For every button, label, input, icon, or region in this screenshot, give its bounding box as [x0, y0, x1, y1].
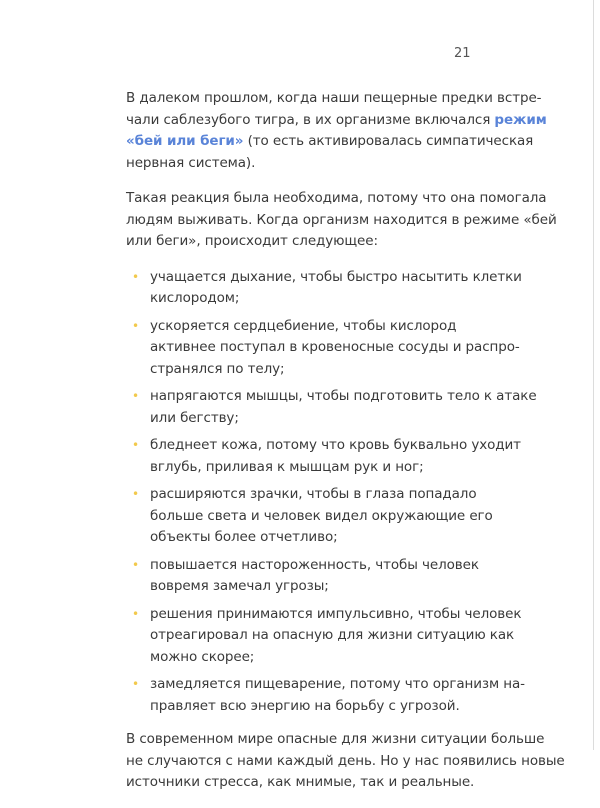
- list-item: • замедляется пищеварение, потому что организм на- правляет всю энергию на борьбу с угрозой.: [132, 676, 525, 714]
- page-content: [126, 88, 565, 808]
- bullet-icon: •: [132, 269, 139, 284]
- text-line: чали саблезубого тигра, в их организме включался режим: [126, 111, 547, 128]
- text-line: источники стресса, как мнимые, так и реальные.: [126, 774, 475, 790]
- paragraph-intro: [126, 88, 547, 174]
- text-line: не случаются с нами каждый день. Но у нас появились новые: [126, 752, 565, 769]
- text-line: «бей или беги» (то есть активировалась симпатическая: [126, 133, 534, 149]
- bullet-icon: •: [132, 677, 139, 691]
- bullet-icon: •: [132, 557, 139, 572]
- text-line: или беги», происходит следующее:: [126, 233, 378, 249]
- paragraph-modern: [126, 729, 565, 794]
- list-item: • повышается настороженность, чтобы человек вовремя замечал угрозы;: [132, 556, 479, 594]
- list-item: • учащается дыхание, чтобы быстро насытить клетки кислородом;: [132, 268, 522, 306]
- list-item: • решения принимаются импульсивно, чтобы человек отреагировал на опасную для жизни ситуацию как можно скорее;: [132, 605, 522, 665]
- paragraph-reaction: [126, 188, 557, 253]
- text-line: нервная система).: [126, 154, 256, 171]
- text-line: Такая реакция была необходима, потому что она помогала: [126, 190, 547, 206]
- page-edge: [593, 0, 594, 750]
- text-line: В далеком прошлом, когда наши пещерные предки встре-: [126, 90, 542, 106]
- text-line: людям выживать. Когда организм находится в режиме «бей: [126, 211, 557, 228]
- symptom-list: [126, 267, 537, 718]
- list-item: • напрягаются мышцы, чтобы подготовить тело к атаке или бегству;: [132, 388, 537, 426]
- bullet-icon: •: [132, 606, 139, 621]
- bullet-icon: •: [132, 487, 139, 501]
- bullet-icon: •: [132, 318, 139, 333]
- highlight-term: «бей или беги»: [126, 133, 244, 149]
- list-item: • ускоряется сердцебиение, чтобы кислород активнее поступал в кровеносные сосуды и распро- странялся по телу;: [132, 317, 520, 377]
- bullet-icon: •: [132, 438, 139, 452]
- list-item: • бледнеет кожа, потому что кровь буквально уходит вглубь, приливая к мышцам рук и ног;: [132, 437, 521, 475]
- bullet-icon: •: [132, 389, 139, 403]
- list-item: • расширяются зрачки, чтобы в глаза попадало больше света и человек видел окружающие его объекты более отчетливо;: [132, 486, 493, 545]
- page-number: 21: [454, 46, 471, 61]
- highlight-term: режим: [494, 111, 547, 128]
- text-line: В современном мире опасные для жизни ситуации больше: [126, 731, 545, 747]
